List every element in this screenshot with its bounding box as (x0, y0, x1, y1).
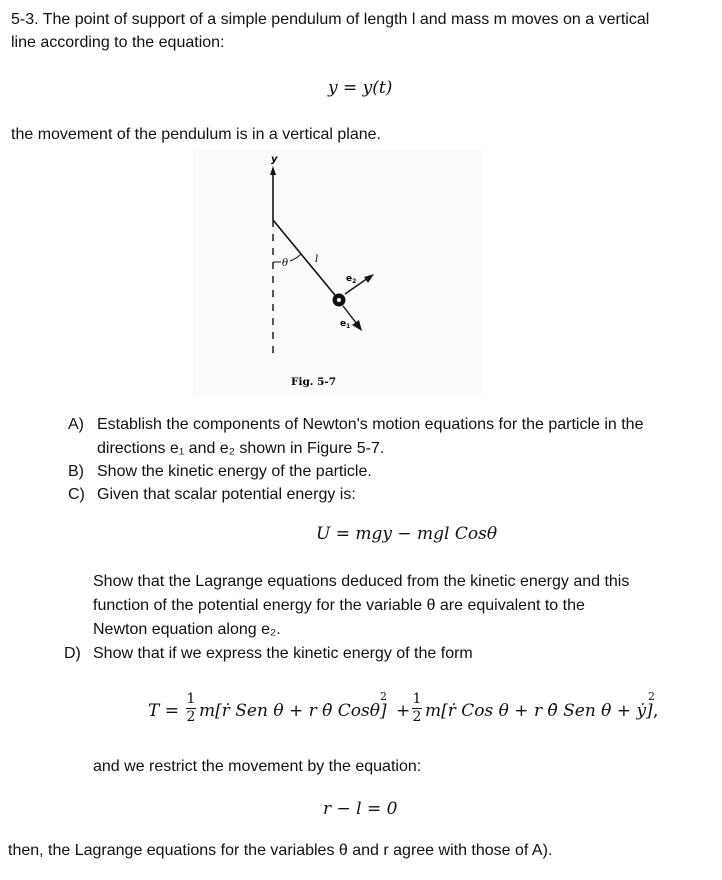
item-a-line-2: directions e₁ and e₂ shown in Figure 5-7. (97, 439, 385, 457)
figure-pendulum (193, 150, 483, 396)
equation-y-rhs: y(t) (362, 78, 393, 98)
e2-label: $e_2$ (346, 274, 357, 285)
eq-t-term-2: m[ṙ Cos θ + r θ̇ Sen θ + ẏ] (425, 701, 653, 721)
e1-arrow-head (352, 320, 362, 331)
angle-arc (290, 254, 301, 261)
lagrange-line-2: function of the potential energy for the variable θ are equivalent to the (93, 597, 585, 614)
axis-arrow-head (270, 166, 276, 175)
pendulum-diagram (193, 150, 483, 396)
eq-t-term-1: m[ṙ Sen θ + r θ̇ Cosθ] (199, 701, 387, 721)
item-c (68, 483, 668, 507)
eq-t-half-1-num: 1 (186, 691, 196, 707)
axis-label: y (271, 154, 278, 165)
eq-t-half-2-den: 2 (412, 709, 422, 725)
intro-line-1: 5-3. The point of support of a simple pendulum of length l and mass m moves on a vertical (11, 11, 650, 28)
lagrange-line-1: Show that the Lagrange equations deduced from the kinetic energy and this (93, 573, 630, 590)
item-c-text: Given that scalar potential energy is: (97, 486, 356, 503)
item-b-label: B) (68, 463, 84, 480)
item-d (64, 642, 684, 666)
eq-t-sup-1: 2 (380, 690, 387, 703)
item-a-line-1: Establish the components of Newton's motion equations for the particle in the (97, 416, 644, 433)
item-a (68, 413, 718, 461)
length-label: l (315, 254, 319, 265)
angle-label: θ (282, 258, 289, 269)
eq-t-tail: , (653, 701, 659, 721)
eq-t-sup-2: 2 (648, 690, 655, 703)
eq-t-plus: + (396, 701, 411, 721)
e2-arrow-head (364, 274, 374, 283)
equation-u: U = mgy − mgl Cosθ (316, 524, 498, 544)
equation-y-lhs: y (328, 78, 338, 98)
restrict-text: and we restrict the movement by the equation: (93, 758, 422, 775)
figure-caption: Fig. 5-7 (291, 376, 337, 388)
equation-y-equals: = (337, 78, 363, 98)
item-d-text: Show that if we express the kinetic energy of the form (93, 645, 473, 662)
plane-text: the movement of the pendulum is in a vertical plane. (11, 126, 381, 143)
equation-y (328, 78, 392, 98)
equation-r: r − l = 0 (323, 799, 398, 819)
eq-t-half-1-den: 2 (186, 709, 196, 725)
item-a-label: A) (68, 416, 84, 433)
e1-label: $e_1$ (340, 319, 351, 330)
lagrange-line-3: Newton equation along e₂. (93, 621, 281, 638)
item-b (68, 460, 668, 484)
eq-t-half-2-num: 1 (412, 691, 422, 707)
item-b-text: Show the kinetic energy of the particle. (97, 463, 372, 480)
equation-kinetic-energy (148, 690, 668, 730)
intro-line-2: line according to the equation: (11, 34, 225, 51)
eq-t-lhs: T = (148, 701, 179, 721)
item-d-label: D) (64, 645, 81, 662)
item-c-label: C) (68, 486, 85, 503)
pendulum-bob-center (337, 298, 341, 302)
final-text: then, the Lagrange equations for the variables θ and r agree with those of A). (8, 842, 553, 859)
